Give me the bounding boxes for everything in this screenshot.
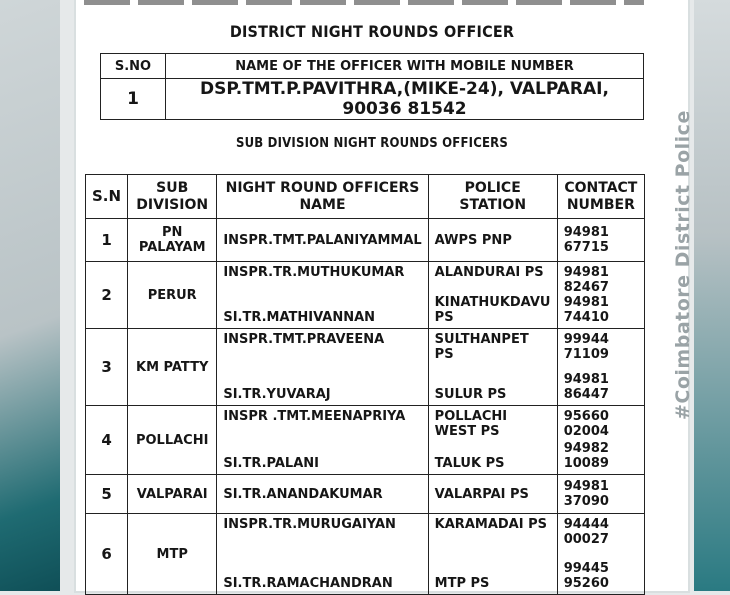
officer-name: INSPR.TMT.PRAVEENA	[223, 332, 385, 347]
table-row	[86, 262, 645, 329]
police-station: KARAMADAI PS	[434, 517, 547, 532]
contact-number: 94981 67715	[563, 225, 609, 255]
police-station: KINATHUKDAVU PS	[434, 295, 551, 325]
officer-name: INSPR.TR.MUTHUKUMAR	[223, 265, 405, 280]
stations-stack	[435, 219, 551, 261]
table-row	[86, 219, 645, 262]
row-division: PN PALAYAM	[128, 219, 217, 262]
stations-stack	[435, 329, 551, 405]
row-stations-cell	[428, 475, 557, 514]
district-officer-table	[100, 53, 644, 120]
row-officers-cell	[217, 262, 428, 329]
contact-number: 94981 82467	[563, 265, 609, 295]
row-contacts-cell	[557, 406, 644, 475]
row-officers-cell	[217, 475, 428, 514]
officers-stack	[223, 219, 421, 261]
stations-stack	[435, 406, 551, 474]
officer-name: SI.TR.PALANI	[223, 456, 319, 471]
officers-stack	[223, 514, 421, 594]
contact-number: 94981 86447	[563, 372, 609, 402]
police-station: AWPS PNP	[434, 232, 512, 248]
row-division: PERUR	[128, 262, 217, 329]
row-contacts-cell	[557, 219, 644, 262]
contacts-stack	[564, 514, 638, 594]
col-station-header: POLICE STATION	[428, 175, 557, 219]
table-row	[86, 329, 645, 406]
row-sn: 3	[86, 329, 128, 406]
row-sn: 5	[86, 475, 128, 514]
watermark: #Coimbatore District Police	[672, 110, 694, 420]
officer-name: INSPR.TMT.PALANIYAMMAL	[223, 232, 422, 248]
background-left	[0, 0, 60, 591]
police-station: ALANDURAI PS	[434, 265, 544, 280]
stations-stack	[435, 475, 551, 513]
police-station: TALUK PS	[434, 456, 505, 471]
row-stations-cell	[428, 514, 557, 595]
contacts-stack	[564, 406, 638, 474]
officers-stack	[223, 475, 421, 513]
officer-name: SI.TR.RAMACHANDRAN	[223, 576, 393, 591]
contact-number: 94981 74410	[563, 295, 609, 325]
row-officers-cell	[217, 406, 428, 475]
contacts-stack	[564, 329, 638, 405]
row-sn: 1	[86, 219, 128, 262]
police-station: SULUR PS	[434, 387, 507, 402]
row-contacts-cell	[557, 262, 644, 329]
row-stations-cell	[428, 219, 557, 262]
officer-name: SI.TR.MATHIVANNAN	[223, 310, 376, 325]
row-officers-cell	[217, 514, 428, 595]
police-station: SULTHANPET PS	[434, 332, 529, 362]
district-title: DISTRICT NIGHT ROUNDS OFFICER	[229, 22, 515, 41]
col-sno-header: S.NO	[101, 54, 166, 79]
row-stations-cell	[428, 262, 557, 329]
officers-stack	[223, 262, 421, 328]
row-sn: 6	[86, 514, 128, 595]
col-division-header: SUB DIVISION	[128, 175, 217, 219]
sub-division-title: SUB DIVISION NIGHT ROUNDS OFFICERS	[235, 136, 508, 151]
sub-division-rows	[86, 219, 645, 595]
contact-number: 94444 00027	[563, 517, 609, 547]
contact-number: 95660 02004	[563, 409, 609, 439]
col-name-header: NAME OF THE OFFICER WITH MOBILE NUMBER	[166, 54, 644, 79]
officer-name: SI.TR.YUVARAJ	[223, 387, 331, 402]
officers-stack	[223, 329, 421, 405]
col-officers-header: NIGHT ROUND OFFICERS NAME	[217, 175, 428, 219]
contact-number: 99944 71109	[563, 332, 609, 362]
row-sn: 4	[86, 406, 128, 475]
row-contacts-cell	[557, 475, 644, 514]
police-station: VALARPAI PS	[434, 486, 529, 502]
col-sn-header: S.N	[86, 175, 128, 219]
row-contacts-cell	[557, 514, 644, 595]
district-sno: 1	[101, 79, 166, 120]
row-stations-cell	[428, 329, 557, 406]
officers-stack	[223, 406, 421, 474]
table-row	[86, 475, 645, 514]
contacts-stack	[564, 262, 638, 328]
contacts-stack	[564, 219, 638, 261]
officer-name: INSPR.TR.MURUGAIYAN	[223, 517, 396, 532]
police-station: MTP PS	[434, 576, 490, 591]
officer-name: INSPR .TMT.MEENAPRIYA	[223, 409, 406, 424]
cropped-header-text	[84, 0, 644, 5]
background-right	[694, 0, 730, 591]
officer-name: SI.TR.ANANDAKUMAR	[223, 486, 383, 502]
row-division: POLLACHI	[128, 406, 217, 475]
row-sn: 2	[86, 262, 128, 329]
stations-stack	[435, 514, 551, 594]
row-division: KM PATTY	[128, 329, 217, 406]
row-officers-cell	[217, 329, 428, 406]
header-row	[86, 175, 645, 219]
contact-number: 94981 37090	[563, 479, 609, 509]
sub-division-table	[85, 174, 645, 595]
police-station: POLLACHI WEST PS	[434, 409, 508, 439]
row-division: MTP	[128, 514, 217, 595]
contact-number: 99445 95260	[563, 561, 609, 591]
row-division: VALPARAI	[128, 475, 217, 514]
table-row	[86, 514, 645, 595]
table-row	[101, 79, 644, 120]
col-contact-header: CONTACT NUMBER	[557, 175, 644, 219]
table-row	[86, 406, 645, 475]
row-contacts-cell	[557, 329, 644, 406]
district-officer: DSP.TMT.P.PAVITHRA,(MIKE-24), VALPARAI, 90036 81542	[166, 79, 644, 120]
row-stations-cell	[428, 406, 557, 475]
contacts-stack	[564, 475, 638, 513]
contact-number: 94982 10089	[563, 441, 609, 471]
stations-stack	[435, 262, 551, 328]
row-officers-cell	[217, 219, 428, 262]
